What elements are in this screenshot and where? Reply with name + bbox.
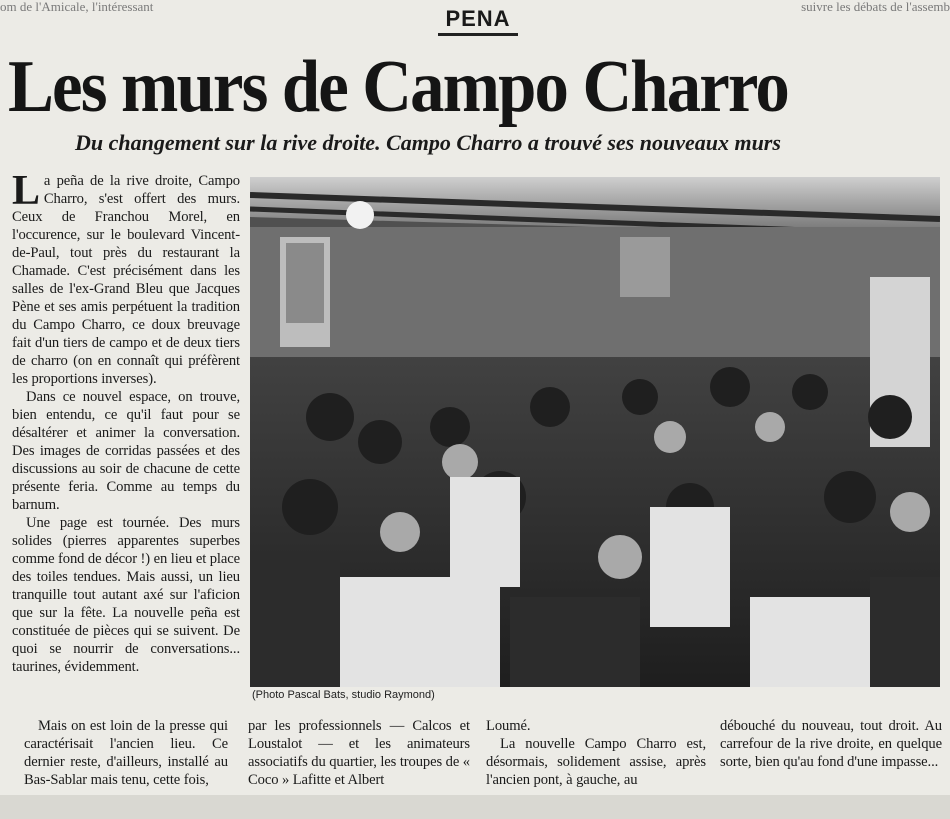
subheadline: Du changement sur la rive droite. Campo Charro a trouvé ses nouveaux murs xyxy=(75,130,781,155)
photo-caption: (Photo Pascal Bats, studio Raymond) xyxy=(252,689,435,701)
article-photo xyxy=(250,177,940,687)
article-column-3 xyxy=(486,717,706,799)
paragraph-8: débouché du nouveau, tout droit. Au carrefour de la rive droite, en quelque sorte, bien qu'au fond d'une impasse... xyxy=(720,718,942,770)
paragraph-1 xyxy=(12,172,240,388)
article-column-1 xyxy=(12,172,240,724)
paragraph-2: Dans ce nouvel espace, on trouve, bien entendu, ce qu'il faut pour se désaltérer et animer la conversation. Des images de corridas passées et des discussions au soir de chacune de cette présente feria. Comme au temps du barnum. xyxy=(12,389,240,513)
paragraph-6: Loumé. xyxy=(486,718,531,734)
drop-cap: L xyxy=(12,172,40,214)
paragraph-5: par les professionnels — Calcos et Loustalot — et les animateurs associatifs du quartier, les troupes de « Coco » Lafitte et Albert xyxy=(248,718,470,788)
paragraph-7: La nouvelle Campo Charro est, désormais, solidement assise, après l'ancien pont, à gauche, au xyxy=(486,736,706,788)
article-column-1-continued xyxy=(24,717,228,799)
crowd-photo-illustration xyxy=(250,177,940,687)
clipping-bottom-edge xyxy=(0,795,950,819)
adjacent-article-fragment-right: suivre les débats de l'assemb xyxy=(801,0,950,14)
headline: Les murs de Campo Charro xyxy=(8,46,788,128)
adjacent-article-fragment-left: om de l'Amicale, l'intéressant xyxy=(0,0,154,14)
section-rubric: PENA xyxy=(438,6,518,36)
paragraph-4: Mais on est loin de la presse qui caractérisait l'ancien lieu. Ce dernier reste, d'ailleurs, installé au Bas-Sablar mais tenu, cette fois, xyxy=(24,718,228,788)
article-column-2 xyxy=(248,717,470,799)
paragraph-1-text: a peña de la rive droite, Campo Charro, s'est offert des murs. Ceux de Franchou Morel, en l'occurence, sur le boulevard Vincent-de-Paul, tout près du restaurant la Chamade. C'est précisément dans les salles de l'ex-Grand Bleu que Jacques Pène et ses amis perpétuent la tradition du Campo Charro, ce doux breuvage fait d'un tiers de campo et de deux tiers de charro (on en connaît qui préfèrent les proportions inverses). xyxy=(12,173,240,387)
paragraph-3: Une page est tournée. Des murs solides (pierres apparentes superbes comme fond de décor !) en lieu et place des toiles tendues. Mais aussi, un lieu tranquille tout autant axé sur l'aficion que sur la fête. La nouvelle peña est constituée de pièces qui se suivent. De quoi se nourrir de conversations... taurines, évidemment. xyxy=(12,515,240,675)
article-column-4 xyxy=(720,717,942,799)
